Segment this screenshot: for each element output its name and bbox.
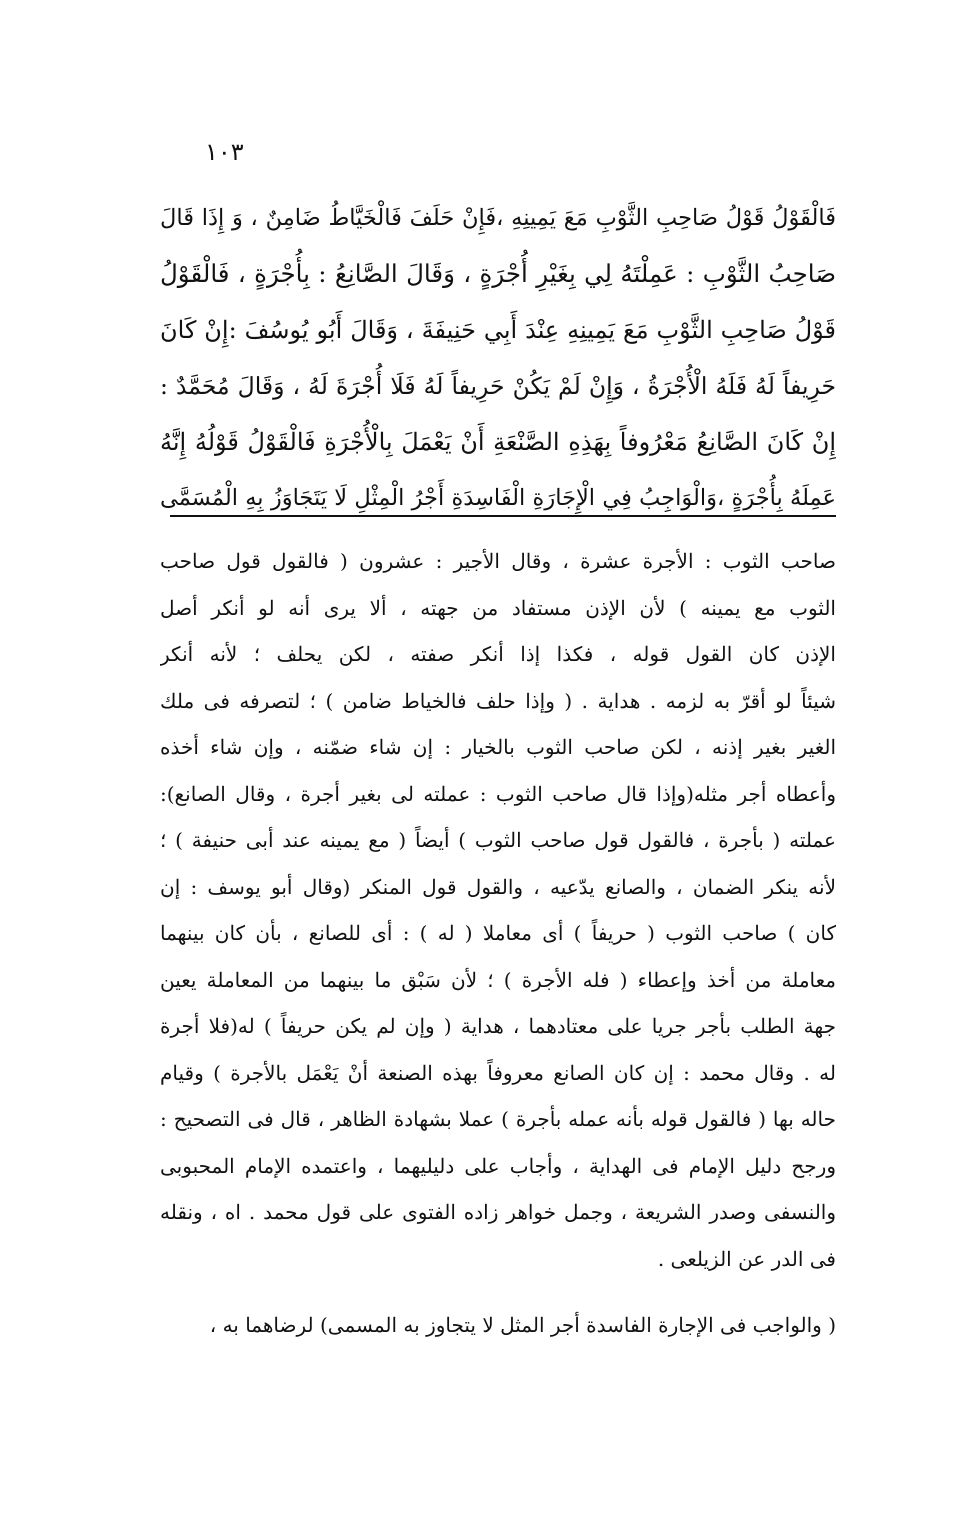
commentary-line: حاله بها ( فالقول قوله بأنه عمله بأجرة ) عملا بشهادة الظاهر ، قال فى التصحيح : — [160, 1107, 836, 1131]
commentary-line: كان ) صاحب الثوب ( حريفاً ) أى معاملا ( له ) : أى للصانع ، بأن كان بينهما — [160, 921, 836, 945]
commentary-block — [160, 538, 836, 1282]
main-text-line: عَمِلَهُ بِأُجْرَةٍ ،وَالْوَاجِبُ فِي الْإِجَارَةِ الْفَاسِدَةِ أَجْرُ الْمِثْلِ لَا يَتَجَاوَزُ بِهِ الْمُسَمَّى — [160, 485, 836, 511]
page-number: ١٠٣ — [205, 138, 244, 166]
commentary-line: صاحب الثوب : الأجرة عشرة ، وقال الأجير : عشرون ( فالقول قول صاحب — [160, 549, 836, 573]
commentary-line: ورجح دليل الإمام فى الهداية ، وأجاب على دليليهما ، واعتمده الإمام المحبوبى — [160, 1153, 836, 1178]
section-divider — [170, 515, 836, 517]
commentary-line: فى الدر عن الزيلعى . — [657, 1246, 836, 1271]
commentary-line: عملته ( بأجرة ، فالقول قول صاحب الثوب ) أيضاً ( مع يمينه عند أبى حنيفة ) ؛ — [160, 828, 836, 852]
commentary-line: الغير بغير إذنه ، لكن صاحب الثوب بالخيار : إن شاء ضمّنه ، وإن شاء أخذه — [160, 735, 836, 759]
commentary-line: جهة الطلب بأجر جريا على معتادهما ، هداية ( وإن لم يكن حريفاً ) له(فلا أجرة — [160, 1014, 836, 1038]
main-text-line: حَرِيفاً لَهُ فَلَهُ الْأُجْرَةُ ، وَإِنْ لَمْ يَكُنْ حَرِيفاً لَهُ فَلَا أُجْرَةَ لَهُ ، وَقَالَ مُحَمَّدٌ : — [160, 372, 836, 400]
commentary-line: والنسفى وصدر الشريعة ، وجمل خواهر زاده الفتوى على قول محمد . اه ، ونقله — [160, 1200, 836, 1224]
commentary-line: وأعطاه أجر مثله(وإذا قال صاحب الثوب : عملته لى بغير أجرة ، وقال الصانع): — [160, 781, 836, 806]
commentary-line: الإذن كان القول قوله ، فكذا إذا أنكر صفته ، لكن يحلف ؛ لأنه أنكر — [160, 642, 836, 666]
main-text-line: إِنْ كَانَ الصَّانِعُ مَعْرُوفاً بِهَذِهِ الصَّنْعَةِ أَنْ يَعْمَلَ بِالْأُجْرَةِ فَالْقَوْلُ قَوْلُهُ إِنَّهُ — [160, 428, 836, 456]
commentary-line: الثوب مع يمينه ) لأن الإذن مستفاد من جهته ، ألا يرى أنه لو أنكر أصل — [160, 595, 836, 620]
main-text-line: قَوْلُ صَاحِبِ الثَّوْبِ مَعَ يَمِينِهِ عِنْدَ أَبِي حَنِيفَةَ ، وَقَالَ أَبُو يُوسُفَ :إِنْ كَانَ — [160, 316, 836, 344]
main-text-block — [160, 190, 836, 526]
commentary-line: شيئاً لو أقرّ به لزمه . هداية . ( وإذا حلف فالخياط ضامن ) ؛ لتصرفه فى ملك — [160, 688, 836, 713]
main-text-line: فَالْقَوْلُ قَوْلُ صَاحِبِ الثَّوْبِ مَعَ يَمِينِهِ ،فَإِنْ حَلَفَ فَالْخَيَّاطُ ضَامِنٌ ، وَ إِذَا قَالَ — [160, 205, 836, 231]
commentary-line: معاملة من أخذ وإعطاء ( فله الأجرة ) ؛ لأن سَبْق ما بينهما من المعاملة يعين — [160, 967, 836, 992]
closing-paragraph: ( والواجب فى الإجارة الفاسدة أجر المثل لا يتجاوز به المسمى) لرضاهما به ، — [209, 1313, 836, 1337]
commentary-line: لأنه ينكر الضمان ، والصانع يدّعيه ، والقول قول المنكر (وقال أبو يوسف : إن — [160, 874, 836, 899]
commentary-line: له . وقال محمد : إن كان الصانع معروفاً بهذه الصنعة أنْ يَعْمَل بالأجرة ) وقيام — [160, 1060, 836, 1085]
main-text-line: صَاحِبُ الثَّوْبِ : عَمِلْتَهُ لِي بِغَيْرِ أُجْرَةٍ ، وَقَالَ الصَّانِعُ : بِأُجْرَةٍ ، فَالْقَوْلُ — [160, 259, 836, 288]
